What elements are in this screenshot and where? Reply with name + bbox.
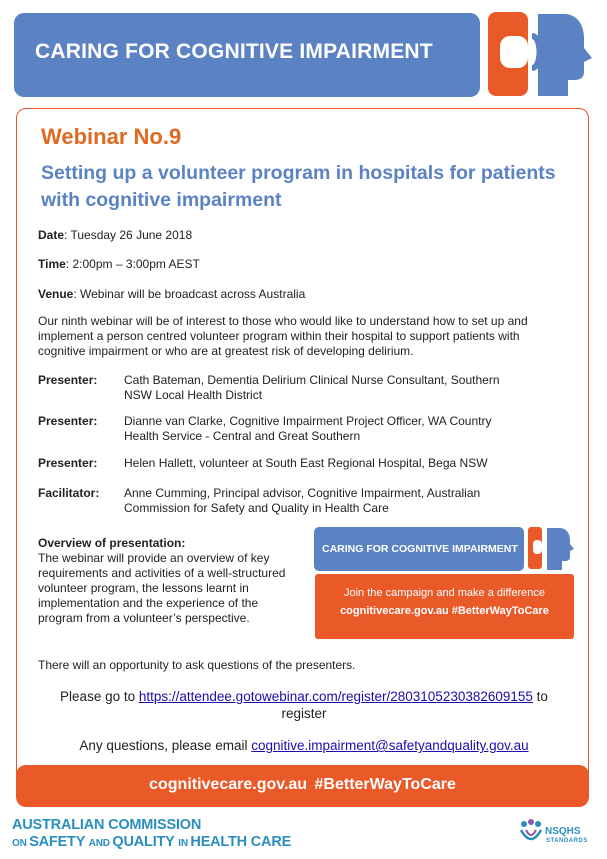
webinar-subtitle: Setting up a volunteer program in hospitals for patients with cognitive impairment [41,162,556,211]
commission-logo-line1: AUSTRALIAN COMMISSION [12,817,202,833]
time-label: Time [38,257,66,271]
venue-label: Venue [38,287,74,301]
presenter-3-details [124,456,544,471]
logo-safety: SAFETY [29,834,89,850]
presenter-2-role: Presenter: [38,414,98,428]
venue-value: : Webinar will be broadcast across Australia [73,287,306,301]
promo-campaign-text: Join the campaign and make a difference [344,587,545,599]
facilitator-line1: Anne Cumming, Principal advisor, Cognitive Impairment, Australian [124,486,481,500]
presenter-1-role: Presenter: [38,373,98,387]
register-prefix: Please go to [60,689,139,704]
questions-prefix: Any questions, please email [79,738,252,753]
facilitator-line2: Commission for Safety and Quality in Health Care [124,501,389,515]
time-line [38,257,200,272]
presenter-1-details [124,373,544,403]
promo-campaign-link: cognitivecare.gov.au #BetterWayToCare [340,605,549,617]
logo-health-care: HEALTH CARE [190,834,292,850]
promo-banner-text: CARING FOR COGNITIVE IMPAIRMENT [322,543,518,555]
questions-contact [40,738,568,753]
logo-and: AND [88,838,113,849]
register-suffix: to register [281,689,548,721]
register-link[interactable]: https://attendee.gotowebinar.com/register/2803105230382609155 [138,689,533,704]
promo-head-icon [527,524,575,572]
presenter-2-details [124,414,544,444]
intro-paragraph: Our ninth webinar will be of interest to those who would like to understand how to set up and implement a person centred volunteer program within their hospital to support patients with cognitive impairment or who are at greatest risk of developing delirium. [38,314,528,358]
overview-heading: Overview of presentation: [38,536,186,550]
date-value: : Tuesday 26 June 2018 [64,228,193,242]
register-instructions [40,688,568,722]
head-profile-icon [486,8,594,100]
presenter-2-line2: Health Service - Central and Great Southern [124,429,361,443]
presenter-1-line1: Cath Bateman, Dementia Delirium Clinical Nurse Consultant, Southern [124,373,500,387]
logo-on: ON [12,838,30,849]
nsqhs-logo-subtext: STANDARDS [546,838,588,844]
webinar-number: Webinar No.9 [41,124,182,149]
venue-line [38,287,305,302]
presenter-3-role: Presenter: [38,456,98,470]
nsqhs-logo-text: NSQHS [545,826,581,837]
date-line [38,228,192,243]
questions-opportunity: There will an opportunity to ask questions of the presenters. [38,658,356,672]
header-title: CARING FOR COGNITIVE IMPAIRMENT [35,40,433,63]
facilitator-details [124,486,544,516]
presenter-1-line2: NSW Local Health District [124,388,263,402]
logo-quality: QUALITY [112,834,179,850]
presenter-3-line1: Helen Hallett, volunteer at South East Regional Hospital, Bega NSW [124,456,488,470]
footer-banner-text: cognitivecare.gov.au #BetterWayToCare [149,776,456,793]
commission-logo-line2 [12,834,291,850]
presenter-2-line1: Dianne van Clarke, Cognitive Impairment Project Officer, WA Country [124,414,492,428]
logo-in: IN [178,838,191,849]
email-link[interactable]: cognitive.impairment@safetyandquality.gov.au [251,738,529,753]
date-label: Date [38,228,65,242]
overview-body: The webinar will provide an overview of key requirements and activities of a well-structured volunteer program, the lessons learnt in implementation and the experience of the program from a volunteer’s perspective. [38,551,286,625]
nsqhs-figures-icon [518,818,544,848]
time-value: : 2:00pm – 3:00pm AEST [65,257,200,271]
facilitator-role: Facilitator: [38,486,100,500]
